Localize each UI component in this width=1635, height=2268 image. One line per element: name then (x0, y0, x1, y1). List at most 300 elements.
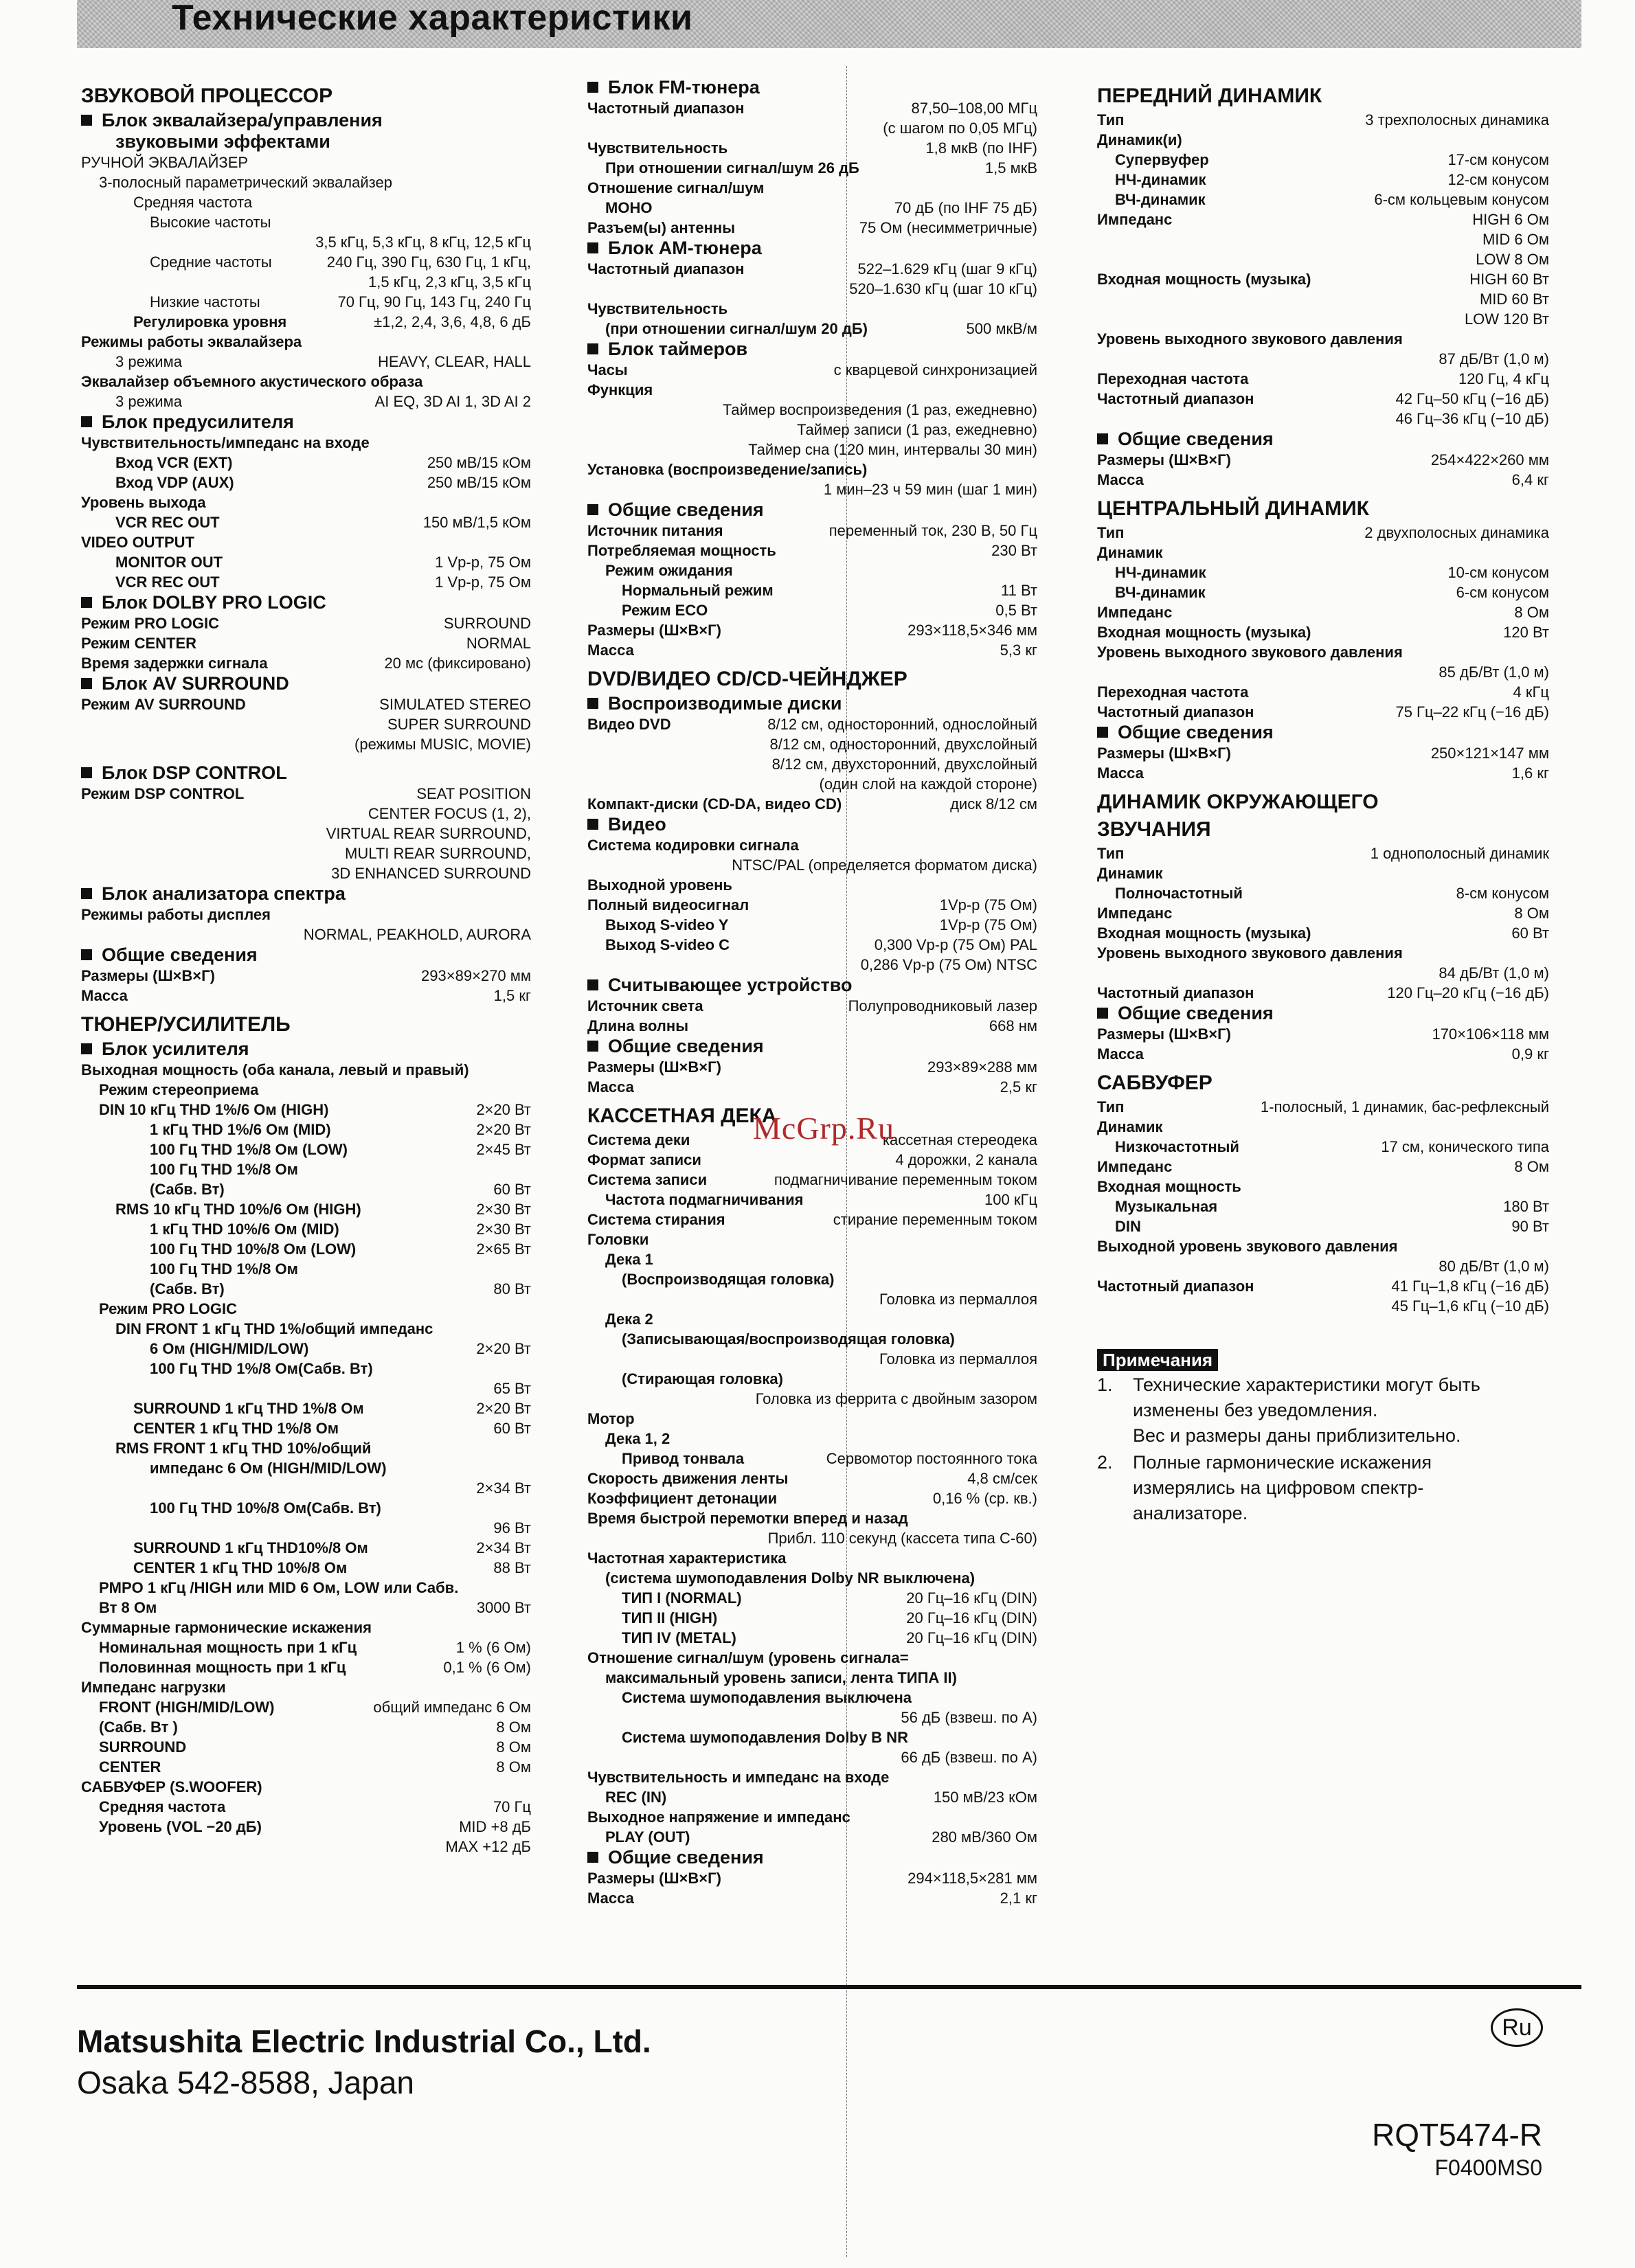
spec-label: РУЧНОЙ ЭКВАЛАЙЗЕР (81, 154, 249, 171)
spec-label: Размеры (Ш×В×Г) (587, 1870, 721, 1887)
spec-row (1097, 682, 1549, 702)
subsection-heading: Общие сведения (1097, 1003, 1549, 1024)
spacer (81, 754, 531, 762)
spec-row (81, 986, 531, 1006)
subsection-heading: Блок усилителя (81, 1039, 531, 1060)
spec-label: Импеданс (1097, 211, 1173, 228)
subsection-heading: Общие сведения (1097, 722, 1549, 743)
spec-value: 60 Вт (493, 1420, 531, 1437)
spec-value-continuation: NORMAL, PEAKHOLD, AURORA (303, 926, 531, 943)
spec-label: Функция (587, 381, 653, 398)
spec-row (587, 996, 1037, 1016)
spec-label: максимальный уровень записи, лента ТИПА II) (605, 1669, 957, 1686)
spec-value-continuation: Головка из пермаллоя (879, 1291, 1037, 1308)
spec-label: Время быстрой перемотки вперед и назад (587, 1510, 908, 1527)
spec-label: Супервуфер (1115, 151, 1209, 168)
spec-value: 8 Ом (496, 1758, 531, 1776)
spec-row (1097, 1024, 1549, 1044)
spec-label: Масса (587, 1890, 634, 1907)
spec-label: (Сабв. Вт ) (99, 1719, 178, 1736)
spec-row (81, 1139, 531, 1159)
subsection-heading: Блок DSP CONTROL (81, 762, 531, 784)
spec-label: импеданс 6 Ом (HIGH/MID/LOW) (150, 1460, 387, 1477)
spec-label: Импеданс нагрузки (81, 1679, 226, 1696)
spec-value: 0,9 кг (1511, 1045, 1549, 1063)
spec-label: Вход VCR (EXT) (115, 454, 233, 471)
spec-row (81, 1777, 531, 1797)
column-sound-tuner (81, 77, 531, 1857)
spec-value-continuation: 3,5 кГц, 5,3 кГц, 8 кГц, 12,5 кГц (315, 234, 531, 251)
spec-row (81, 1578, 531, 1598)
spec-row (587, 1648, 1037, 1668)
spec-row (587, 1727, 1037, 1747)
spec-value-continuation: 8/12 см, двухсторонний, двухслойный (771, 756, 1037, 773)
spec-value: HIGH 60 Вт (1469, 271, 1549, 288)
spec-value-continuation: 2×34 Вт (476, 1479, 531, 1497)
spec-value: 8 Ом (1514, 604, 1549, 621)
spec-row (587, 299, 1037, 319)
spec-value: ±1,2, 2,4, 3,6, 4,8, 6 дБ (374, 313, 531, 330)
spec-value: NORMAL (466, 635, 531, 652)
spec-row (81, 966, 531, 986)
spec-row (1097, 1137, 1549, 1157)
spec-label: Система кодировки сигнала (587, 837, 799, 854)
spec-value: 180 Вт (1503, 1198, 1549, 1215)
spec-label: Выход S-video Y (605, 916, 729, 933)
page-title: Технические характеристики (172, 0, 693, 38)
spec-value: 20 мс (фиксировано) (384, 655, 531, 672)
spec-row (1097, 130, 1549, 150)
spec-row (587, 138, 1037, 158)
spec-row (587, 98, 1037, 118)
spec-label: НЧ-динамик (1115, 171, 1206, 188)
spec-row (1097, 369, 1549, 389)
spec-label: Чувствительность/импеданс на входе (81, 434, 370, 451)
spec-value: 11 Вт (1001, 582, 1037, 599)
spec-label: Дека 2 (605, 1311, 653, 1328)
spec-row (587, 835, 1037, 855)
subsection-heading: Блок DOLBY PRO LOGIC (81, 592, 531, 613)
spec-value: 254×422×260 мм (1430, 451, 1549, 468)
spec-label: (Стирающая головка) (622, 1370, 783, 1387)
spec-row (81, 1598, 531, 1618)
spec-value: стирание переменным током (833, 1211, 1037, 1228)
spec-row (587, 1628, 1037, 1648)
spec-row (587, 218, 1037, 238)
spec-row (587, 560, 1037, 580)
spec-row (1097, 1276, 1549, 1296)
spec-label: CENTER 1 кГц THD 10%/8 Ом (133, 1559, 348, 1576)
spec-row (1097, 863, 1549, 883)
spec-row (81, 492, 531, 512)
spec-label: Частота подмагничивания (605, 1191, 804, 1208)
spec-value: 293×118,5×346 мм (907, 622, 1037, 639)
spec-row (1097, 523, 1549, 543)
spec-row (81, 1418, 531, 1438)
spec-label: Половинная мощность при 1 кГц (99, 1659, 346, 1676)
spec-row (81, 172, 531, 192)
spec-row (81, 1159, 531, 1179)
spec-row (81, 453, 531, 473)
spec-label: Режим ожидания (605, 562, 733, 579)
spec-label: Головки (587, 1231, 649, 1248)
spec-value: Полупроводниковый лазер (848, 997, 1037, 1014)
subsection-heading: Блок AV SURROUND (81, 673, 531, 694)
spec-row (1097, 642, 1549, 662)
spec-row (81, 1657, 531, 1677)
spec-label: 100 Гц THD 1%/8 Ом(Сабв. Вт) (150, 1360, 373, 1377)
spec-value-continuation: LOW 120 Вт (1464, 310, 1549, 328)
spec-row (81, 1498, 531, 1518)
spec-label: Чувствительность (587, 300, 728, 317)
spec-label: ТИП II (HIGH) (622, 1609, 718, 1626)
spec-label: Потребляемая мощность (587, 542, 776, 559)
spec-value-continuation: 3D ENHANCED SURROUND (331, 865, 531, 882)
spec-label: FRONT (HIGH/MID/LOW) (99, 1699, 275, 1716)
spec-label: VCR REC OUT (115, 514, 220, 531)
subsection-heading: Блок эквалайзера/управления (81, 110, 531, 131)
spec-value: SEAT POSITION (416, 785, 531, 802)
spec-value-continuation: 85 дБ/Вт (1,0 м) (1439, 664, 1549, 681)
note-2-line-2: измерялись на цифровом спектр- (1133, 1477, 1424, 1498)
spec-label: Эквалайзер объемного акустического образа (81, 373, 423, 390)
spec-label: Номинальная мощность при 1 кГц (99, 1639, 357, 1656)
spec-row (587, 380, 1037, 400)
spec-label: Размеры (Ш×В×Г) (1097, 1025, 1231, 1043)
spec-row (81, 1717, 531, 1737)
spec-label: MONITOR OUT (115, 554, 223, 571)
spec-label: Средняя частота (133, 194, 253, 211)
spec-label: Тип (1097, 524, 1125, 541)
spec-value-continuation: (режимы MUSIC, MOVIE) (354, 736, 531, 753)
spec-value: 75 Ом (несимметричные) (859, 219, 1037, 236)
spec-value: 500 мкВ/м (966, 320, 1037, 337)
spec-row (81, 653, 531, 673)
spec-value: 4 дорожки, 2 канала (895, 1151, 1037, 1168)
spec-label: Импеданс (1097, 905, 1173, 922)
note-1-line-2: изменены без уведомления. (1133, 1400, 1378, 1420)
spec-value-continuation: 1 мин–23 ч 59 мин (шаг 1 мин) (823, 481, 1037, 498)
spec-row (587, 1329, 1037, 1349)
spec-value: 1 % (6 Ом) (455, 1639, 531, 1656)
spec-label: Импеданс (1097, 1158, 1173, 1175)
spec-label: Частотный диапазон (587, 260, 745, 277)
spec-row (81, 1179, 531, 1199)
spec-row (1097, 743, 1549, 763)
spec-label: REC (IN) (605, 1789, 667, 1806)
spec-label: Динамик (1097, 1118, 1163, 1135)
spec-value-continuation: LOW 8 Ом (1476, 251, 1549, 268)
spec-label: Режимы работы эквалайзера (81, 333, 302, 350)
spec-label: DIN FRONT 1 кГц THD 1%/общий импеданс (115, 1320, 433, 1337)
document-subcode: F0400MS0 (1434, 2155, 1542, 2180)
spec-row (81, 212, 531, 232)
note-2-line-1: Полные гармонические искажения (1133, 1452, 1432, 1473)
subsection-heading: Воспроизводимые диски (587, 693, 1037, 714)
spec-value-continuation: (с шагом по 0,05 МГц) (883, 120, 1037, 137)
spec-label: Источник питания (587, 522, 723, 539)
spec-label: Нормальный режим (622, 582, 774, 599)
spec-row (587, 794, 1037, 814)
spec-row (81, 1060, 531, 1080)
subsection-heading: Видео (587, 814, 1037, 835)
spec-value: 2×34 Вт (476, 1539, 531, 1556)
spec-value: 2×20 Вт (476, 1400, 531, 1417)
spec-row (587, 1668, 1037, 1688)
spec-label: Режимы работы дисплея (81, 906, 271, 923)
spec-label: Частотный диапазон (1097, 703, 1254, 721)
spec-row (587, 178, 1037, 198)
spec-value: 250 мВ/15 кОм (427, 474, 531, 491)
spec-value-continuation: 84 дБ/Вт (1,0 м) (1439, 964, 1549, 982)
spec-value-continuation: 80 дБ/Вт (1,0 м) (1439, 1258, 1549, 1275)
spec-row (81, 1319, 531, 1339)
spec-label: Дека 1, 2 (605, 1430, 670, 1447)
spec-label: Масса (1097, 764, 1144, 782)
spec-row (587, 1016, 1037, 1036)
spec-label: Система стирания (587, 1211, 725, 1228)
spec-value: 6-см конусом (1456, 584, 1549, 601)
spec-value: HIGH 6 Ом (1472, 211, 1549, 228)
spec-label: Средние частоты (150, 253, 272, 271)
spec-row (1097, 209, 1549, 229)
spec-row (1097, 903, 1549, 923)
spec-value: 2×45 Вт (476, 1141, 531, 1158)
spec-value: 41 Гц–1,8 кГц (−16 дБ) (1391, 1278, 1549, 1295)
subsection-heading: Блок таймеров (587, 339, 1037, 360)
spec-value: 17-см конусом (1447, 151, 1549, 168)
language-badge: Ru (1491, 2008, 1543, 2047)
spec-row (587, 1249, 1037, 1269)
subsection-heading: Общие сведения (1097, 429, 1549, 450)
spec-value: 1 однополосный динамик (1370, 845, 1549, 862)
note-2 (1097, 1450, 1549, 1475)
spec-row (587, 1468, 1037, 1488)
spec-row (1097, 943, 1549, 963)
subsection-heading: Считывающее устройство (587, 975, 1037, 996)
spec-value: 293×89×288 мм (927, 1058, 1037, 1076)
spec-label: Режим PRO LOGIC (81, 615, 220, 632)
spec-label: 100 Гц THD 1%/8 Ом (150, 1161, 298, 1178)
spec-label: Система записи (587, 1171, 708, 1188)
note-2-line-3: анализаторе. (1133, 1503, 1248, 1523)
spec-row (587, 640, 1037, 660)
spec-value: 8 Ом (1514, 905, 1549, 922)
spec-row (587, 1508, 1037, 1528)
section-title: ПЕРЕДНИЙ ДИНАМИК (1097, 84, 1322, 107)
spec-label: Низкочастотный (1115, 1138, 1239, 1155)
spec-label: Уровень выходного звукового давления (1097, 644, 1403, 661)
spec-value-continuation: Головка из пермаллоя (879, 1350, 1037, 1368)
spec-value-continuation: 1,5 кГц, 2,3 кГц, 3,5 кГц (368, 273, 531, 291)
spec-value: 2×20 Вт (476, 1340, 531, 1357)
spec-row (81, 433, 531, 453)
spec-label: Частотный диапазон (1097, 390, 1254, 407)
spec-label: Размеры (Ш×В×Г) (1097, 745, 1231, 762)
spec-value: 294×118,5×281 мм (907, 1870, 1037, 1887)
spec-row (587, 1150, 1037, 1170)
spec-value: 2×30 Вт (476, 1201, 531, 1218)
spec-row (1097, 150, 1549, 170)
document-code: RQT5474-R (1372, 2117, 1542, 2153)
spec-value: 0,16 % (ср. кв.) (932, 1490, 1037, 1507)
note-1-line-3: Вес и размеры даны приблизительно. (1133, 1425, 1461, 1446)
spec-value: 250×121×147 мм (1430, 745, 1549, 762)
spec-value: кассетная стереодека (882, 1131, 1037, 1148)
spec-label: Тип (1097, 111, 1125, 128)
spec-row (81, 392, 531, 411)
spec-row (587, 714, 1037, 734)
spec-row (81, 552, 531, 572)
spec-row (587, 915, 1037, 935)
spec-label: ВЧ-динамик (1115, 191, 1206, 208)
spec-row (81, 1199, 531, 1219)
spec-row (81, 372, 531, 392)
spec-row (1097, 1117, 1549, 1137)
spec-row (81, 1618, 531, 1637)
spec-row (587, 1888, 1037, 1908)
spec-label: 3-полосный параметрический эквалайзер (99, 174, 392, 191)
subsection-heading: Блок предусилителя (81, 411, 531, 433)
spec-value-continuation: Таймер воспроизведения (1 раз, ежедневно) (722, 401, 1037, 418)
spec-label: Масса (81, 987, 128, 1004)
spec-row (587, 935, 1037, 955)
spec-value-continuation: MAX +12 дБ (445, 1838, 531, 1855)
section-title: ЗВУЧАНИЯ (1097, 818, 1211, 841)
spec-row (1097, 389, 1549, 409)
spec-label: CENTER 1 кГц THD 1%/8 Ом (133, 1420, 339, 1437)
spec-value: 8 Ом (496, 1719, 531, 1736)
spec-value: 70 Гц, 90 Гц, 143 Гц, 240 Гц (337, 293, 531, 310)
spec-row (587, 1229, 1037, 1249)
spec-value: Сервомотор постоянного тока (826, 1450, 1037, 1467)
spec-value: 75 Гц–22 кГц (−16 дБ) (1395, 703, 1549, 721)
spec-value: 1,5 мкВ (984, 159, 1037, 177)
spec-label: Система шумоподавления Dolby B NR (622, 1729, 908, 1746)
note-1 (1097, 1372, 1549, 1398)
spec-label: (система шумоподавления Dolby NR выключена) (605, 1569, 976, 1587)
spec-value: 150 мВ/1,5 кОм (422, 514, 531, 531)
subsection-heading: Блок AM-тюнера (587, 238, 1037, 259)
spec-label: (Воспроизводящая головка) (622, 1271, 835, 1288)
spec-label: (Сабв. Вт) (150, 1280, 225, 1297)
spec-value: 150 мВ/23 кОм (933, 1789, 1037, 1806)
spec-value: 0,1 % (6 Ом) (443, 1659, 531, 1676)
spec-label: Режим стереоприема (99, 1081, 259, 1098)
spec-row (81, 1637, 531, 1657)
spec-row (81, 1100, 531, 1120)
spec-value: с кварцевой синхронизацией (833, 361, 1037, 378)
spec-row (81, 512, 531, 532)
spec-row (81, 292, 531, 312)
spec-label: Частотный диапазон (1097, 1278, 1254, 1295)
section-title: САБВУФЕР (1097, 1071, 1213, 1094)
spec-label: VIDEO OUTPUT (81, 534, 195, 551)
spec-value: 8 Ом (1514, 1158, 1549, 1175)
note-1-line-1: Технические характеристики могут быть (1133, 1374, 1480, 1395)
spec-label: Отношение сигнал/шум (587, 179, 765, 196)
spec-label: CENTER (99, 1758, 161, 1776)
spec-label: 100 Гц THD 1%/8 Ом (150, 1260, 298, 1278)
spec-row (1097, 1216, 1549, 1236)
spec-value: 4,8 см/сек (967, 1470, 1037, 1487)
spec-row (81, 1299, 531, 1319)
spec-value: 250 мВ/15 кОм (427, 454, 531, 471)
spec-label: Отношение сигнал/шум (уровень сигнала= (587, 1649, 909, 1666)
spec-label: Динамик(и) (1097, 131, 1182, 148)
spec-label: САБВУФЕР (S.WOOFER) (81, 1778, 262, 1795)
spec-label: Импеданс (1097, 604, 1173, 621)
spec-label: Средняя частота (99, 1798, 226, 1815)
spec-row (81, 905, 531, 925)
spec-value: SURROUND (443, 615, 531, 632)
spec-row (587, 1827, 1037, 1847)
spec-label: DIN 10 кГц THD 1%/6 Ом (HIGH) (99, 1101, 329, 1118)
spec-value: 170×106×118 мм (1432, 1025, 1549, 1043)
subsection-heading: Блок FM-тюнера (587, 77, 1037, 98)
spec-value: диск 8/12 см (950, 795, 1037, 813)
spec-label: Частотный диапазон (1097, 984, 1254, 1001)
spec-row (587, 1309, 1037, 1329)
spec-row (587, 1077, 1037, 1097)
spec-label: ТИП IV (METAL) (622, 1629, 736, 1646)
spec-value-continuation: NTSC/PAL (определяется форматом диска) (732, 857, 1037, 874)
spec-label: RMS 10 кГц THD 10%/6 Ом (HIGH) (115, 1201, 361, 1218)
spec-value-continuation: Головка из феррита с двойным зазором (755, 1390, 1037, 1407)
spec-label: SURROUND 1 кГц THD 1%/8 Ом (133, 1400, 364, 1417)
spec-row (81, 613, 531, 633)
spec-value-continuation: 520–1.630 кГц (шаг 10 кГц) (849, 280, 1037, 297)
spec-label: Часы (587, 361, 628, 378)
spec-label: Масса (1097, 471, 1144, 488)
spec-row (1097, 110, 1549, 130)
spec-row (81, 572, 531, 592)
spec-value: 2×30 Вт (476, 1221, 531, 1238)
spec-row (587, 1548, 1037, 1568)
spec-value: 17 см, конического типа (1381, 1138, 1549, 1155)
spec-label: Размеры (Ш×В×Г) (587, 1058, 721, 1076)
spec-row (81, 694, 531, 714)
spec-label: Вт 8 Ом (99, 1599, 157, 1616)
spec-label: Выходное напряжение и импеданс (587, 1808, 850, 1826)
spec-row (587, 1807, 1037, 1827)
spec-row (81, 1219, 531, 1239)
spec-label: Привод тонвала (622, 1450, 745, 1467)
spec-value-continuation: MULTI REAR SURROUND, (345, 845, 531, 862)
note-2-number: 2. (1097, 1452, 1113, 1473)
spec-label: Уровень выхода (81, 494, 206, 511)
subsection-heading: Общие сведения (587, 1847, 1037, 1868)
spec-value: 2×20 Вт (476, 1121, 531, 1138)
spec-value: 88 Вт (493, 1559, 531, 1576)
spec-value: 10-см конусом (1447, 564, 1549, 581)
spec-row (587, 875, 1037, 895)
spec-row (1097, 170, 1549, 190)
spec-row (81, 352, 531, 372)
spec-value: 1,6 кг (1511, 764, 1549, 782)
spec-row (1097, 702, 1549, 722)
spec-label: Мотор (587, 1410, 635, 1427)
spec-label: Динамик (1097, 544, 1163, 561)
column-speakers (1097, 77, 1549, 1526)
spec-value-continuation: Таймер сна (120 мин, интервалы 30 мин) (748, 441, 1037, 458)
spec-value: 240 Гц, 390 Гц, 630 Гц, 1 кГц, (326, 253, 531, 271)
spec-value: 20 Гц–16 кГц (DIN) (906, 1629, 1037, 1646)
spec-value-continuation: 46 Гц–36 кГц (−10 дБ) (1395, 410, 1549, 427)
spec-row (1097, 329, 1549, 349)
spec-label: Переходная частота (1097, 683, 1249, 701)
spec-row (81, 1797, 531, 1817)
